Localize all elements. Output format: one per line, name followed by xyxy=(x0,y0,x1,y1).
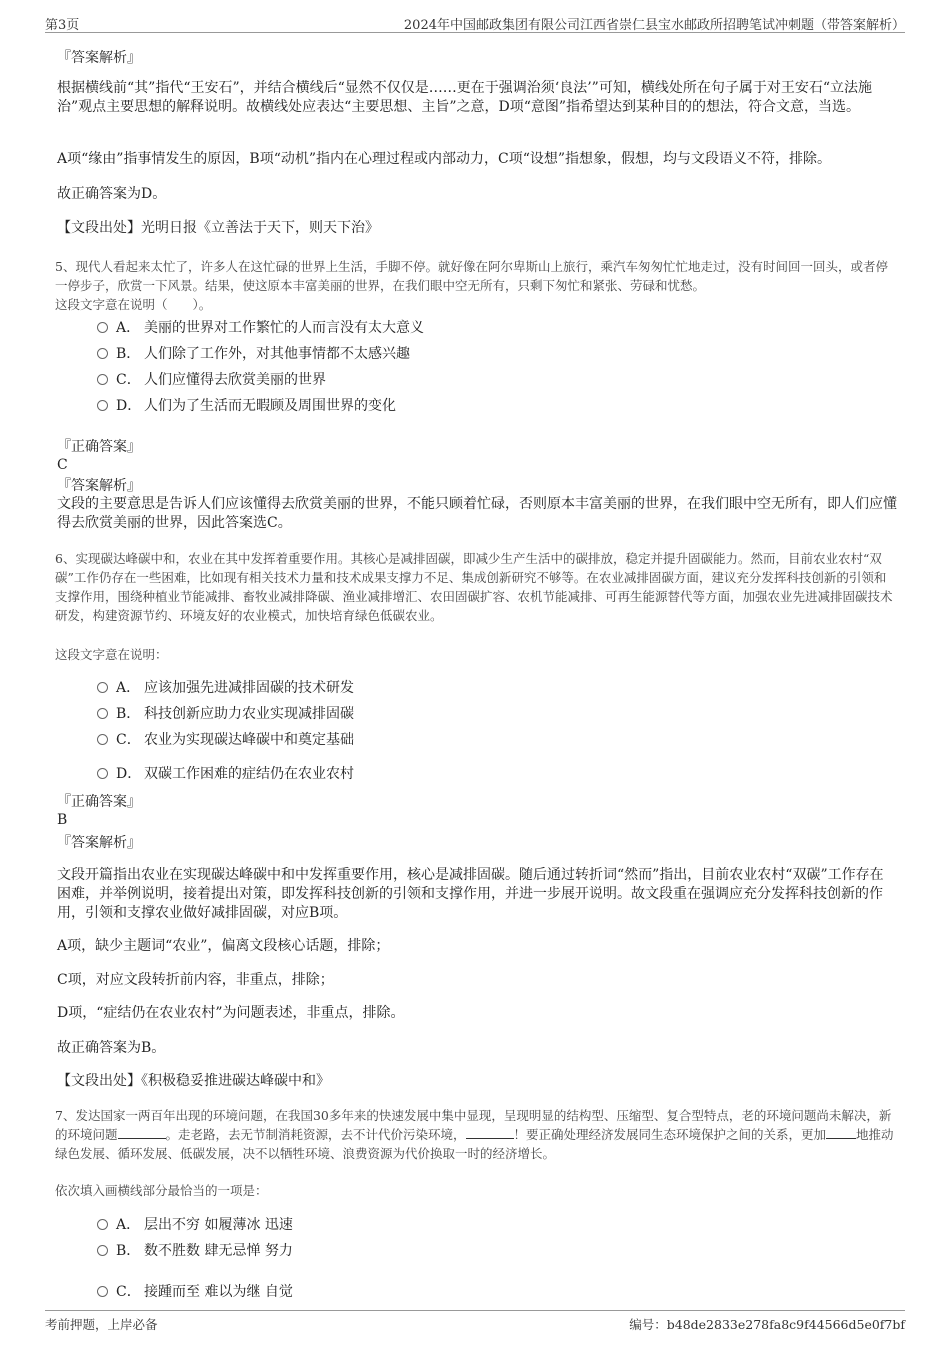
q7-option-b[interactable]: B． 数不胜数 肆无忌惮 努力 xyxy=(97,1241,293,1261)
document-title: 2024年中国邮政集团有限公司江西省崇仁县宝水邮政所招聘笔试冲刺题（带答案解析） xyxy=(403,18,905,33)
footer-slogan: 考前押题，上岸必备 xyxy=(45,1317,158,1332)
q6-option-c[interactable]: C． 农业为实现碳达峰碳中和奠定基础 xyxy=(97,730,354,750)
fill-blank-3[interactable] xyxy=(826,1126,856,1139)
q6-option-a[interactable]: A． 应该加强先进减排固碳的技术研发 xyxy=(97,678,354,698)
q5-stem: 5、现代人看起来太忙了，许多人在这忙碌的世界上生活，手脚不停。就好像在阿尔卑斯山上旅行，乘汽车匆匆忙忙地走过，没有时间回一回头，或者停一停步子，欣赏一下风景。结果，使这原本丰富美丽的世界，在我们眼中空无所有，只剩下匆忙和紧张、劳碌和忧愁。 xyxy=(55,259,888,293)
q6-answer-label: 『正确答案』 xyxy=(57,794,141,810)
q5-option-c[interactable]: C． 人们应懂得去欣赏美丽的世界 xyxy=(97,370,326,390)
q5-answer-label: 『正确答案』 xyxy=(57,439,141,455)
q6-analysis-p3: C项，对应文段转折前内容，非重点，排除； xyxy=(57,972,334,988)
radio-icon[interactable] xyxy=(97,1245,108,1256)
document-code: 编号：b48de2833e278fa8c9f44566d5e0f7bf xyxy=(629,1317,905,1332)
fill-blank-1[interactable] xyxy=(118,1126,166,1139)
q6-answer: B xyxy=(57,812,68,828)
q7-ask: 依次填入画横线部分最恰当的一项是： xyxy=(55,1183,268,1198)
q6-analysis-p1: 文段开篇指出农业在实现碳达峰碳中和中发挥重要作用，核心是减排固碳。随后通过转折词“然而”指出，目前农业农村“双碳”工作存在困难，并举例说明，接着提出对策，即发挥科技创新的引领和支撑作用，并进一步展开说明。故文段重在强调应充分发挥科技创新的作用，引领和支撑农业做好减排固碳，对应B项。 xyxy=(57,867,884,921)
radio-icon[interactable] xyxy=(97,708,108,719)
radio-icon[interactable] xyxy=(97,348,108,359)
q5-option-a[interactable]: A． 美丽的世界对工作繁忙的人而言没有太大意义 xyxy=(97,318,424,338)
q5-option-d[interactable]: D． 人们为了生活而无暇顾及周围世界的变化 xyxy=(97,396,396,416)
radio-icon[interactable] xyxy=(97,400,108,411)
fill-blank-2[interactable] xyxy=(466,1126,514,1139)
q6-option-b[interactable]: B． 科技创新应助力农业实现减排固碳 xyxy=(97,704,354,724)
q6-option-d[interactable]: D． 双碳工作困难的症结仍在农业农村 xyxy=(97,764,354,784)
q4-source: 【文段出处】光明日报《立善法于天下，则天下治》 xyxy=(57,220,379,236)
q5-analysis-label: 『答案解析』 xyxy=(57,478,141,494)
q6-source: 【文段出处】《积极稳妥推进碳达峰碳中和》 xyxy=(57,1073,330,1089)
q6-stem: 6、实现碳达峰碳中和，农业在其中发挥着重要作用。其核心是减排固碳，即减少生产生活中的碳排放，稳定并提升固碳能力。然而，目前农业农村“双碳”工作仍存在一些困难，比如现有相关技术力量和技术成果支撑力不足、集成创新研究不够等。在农业减排固碳方面，建议充分发挥科技创新的引领和支撑作用，围绕种植业节能减排、畜牧业减排降碳、渔业减排增汇、农田固碳扩容、农机节能减排、可再生能源替代等方面，加强农业先进减排固碳技术研发，构建资源节约、环境友好的农业模式，加快培育绿色低碳农业。 xyxy=(55,551,893,623)
q6-analysis-p2: A项，缺少主题词“农业”，偏离文段核心话题，排除； xyxy=(57,938,390,954)
q6-analysis-p4: D项，“症结仍在农业农村”为问题表述，非重点，排除。 xyxy=(57,1005,405,1021)
q6-analysis-p5: 故正确答案为B。 xyxy=(57,1040,166,1056)
radio-icon[interactable] xyxy=(97,1219,108,1230)
page-header xyxy=(45,12,905,33)
page-number: 第3页 xyxy=(45,18,80,33)
q7-option-c[interactable]: C． 接踵而至 难以为继 自觉 xyxy=(97,1282,293,1302)
radio-icon[interactable] xyxy=(97,734,108,745)
q7-stem: 7、发达国家一两百年出现的环境问题，在我国30多年来的快速发展中集中显现，呈现明显的结构型、压缩型、复合型特点，老的环境问题尚未解决，新的环境问题 。走老路，去无节制消耗资源，去不计代价污染环境， ！要正确处理经济发展同生态环境保护之间的关系，更加 地推动绿色发展、循环发展、低碳发展，决不以牺牲环境、浪费资源为代价换取一时的经济增长。 xyxy=(55,1108,894,1161)
q5-option-b[interactable]: B． 人们除了工作外，对其他事情都不太感兴趣 xyxy=(97,344,410,364)
q4-analysis-p3: 故正确答案为D。 xyxy=(57,186,167,202)
q7-option-a[interactable]: A． 层出不穷 如履薄冰 迅速 xyxy=(97,1215,293,1235)
q5-answer: C xyxy=(57,457,68,473)
radio-icon[interactable] xyxy=(97,682,108,693)
q5-ask: 这段文字意在说明（ ）。 xyxy=(55,297,212,312)
page-footer xyxy=(45,1310,905,1333)
q4-analysis-p2: A项“缘由”指事情发生的原因，B项“动机”指内在心理过程或内部动力，C项“设想”指想象，假想，均与文段语义不符，排除。 xyxy=(57,151,832,167)
q4-analysis-p1: 根据横线前“其”指代“王安石”，并结合横线后“显然不仅仅是……更在于强调治须‘良法’”可知，横线处所在句子属于对王安石“立法施治”观点主要思想的解释说明。故横线处应表达“主要思想、主旨”之意，D项“意图”指希望达到某种目的的想法，符合文意，当选。 xyxy=(57,80,872,115)
radio-icon[interactable] xyxy=(97,768,108,779)
q6-analysis-label: 『答案解析』 xyxy=(57,835,141,851)
q5-analysis: 文段的主要意思是告诉人们应该懂得去欣赏美丽的世界，不能只顾着忙碌，否则原本丰富美丽的世界，在我们眼中空无所有，即人们应懂得去欣赏美丽的世界，因此答案选C。 xyxy=(57,496,897,531)
radio-icon[interactable] xyxy=(97,322,108,333)
radio-icon[interactable] xyxy=(97,1286,108,1297)
radio-icon[interactable] xyxy=(97,374,108,385)
q4-analysis-label: 『答案解析』 xyxy=(57,50,141,66)
q6-ask: 这段文字意在说明： xyxy=(55,647,168,662)
